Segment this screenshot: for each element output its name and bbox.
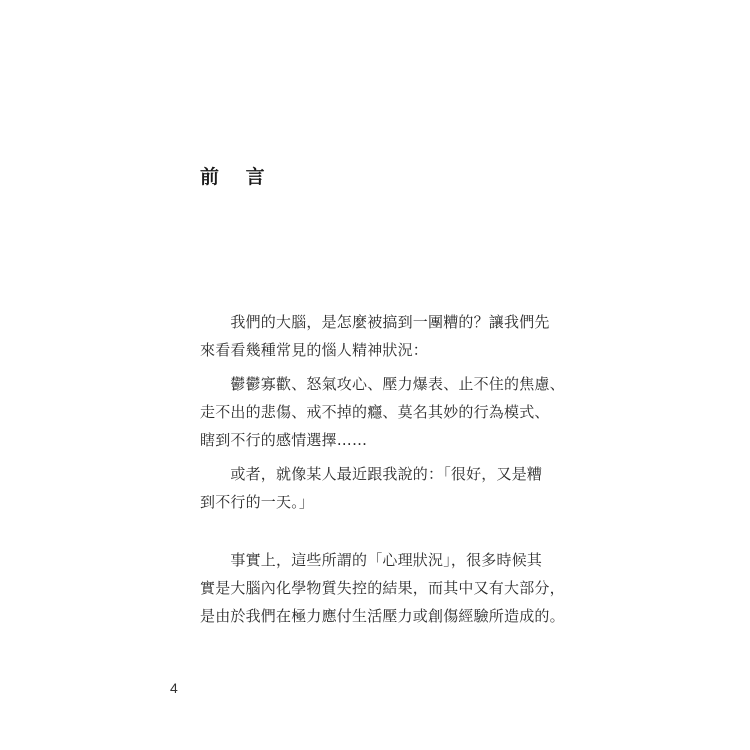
chapter-heading: 前 言 (200, 166, 275, 188)
paragraph-line: 來看看幾種常見的惱人精神狀況： (200, 341, 429, 359)
paragraph-1 (200, 308, 550, 364)
paragraph-4 (200, 546, 565, 630)
paragraph-line: 事實上，這些所謂的「心理狀況」，很多時候其 (200, 551, 543, 569)
paragraph-line: 我們的大腦，是怎麼被搞到一團糟的？讓我們先 (200, 313, 550, 331)
paragraph-3 (200, 460, 546, 516)
paragraph-line: 走不出的悲傷、戒不掉的癮、莫名其妙的行為模式、 (200, 403, 550, 421)
page-number: 4 (170, 680, 178, 696)
paragraph-line: 是由於我們在極力應付生活壓力或創傷經驗所造成的。 (200, 607, 565, 625)
paragraph-line: 到不行的一天。」 (200, 493, 315, 511)
paragraph-line: 或者，就像某人最近跟我說的：「很好，又是糟 (200, 465, 543, 483)
paragraph-line: 瞎到不行的感情選擇…… (200, 431, 368, 449)
paragraph-2 (200, 370, 565, 454)
paragraph-line: 鬱鬱寡歡、怒氣攻心、壓力爆表、止不住的焦慮、 (200, 375, 565, 393)
paragraph-line: 實是大腦內化學物質失控的結果，而其中又有大部分， (200, 579, 565, 597)
